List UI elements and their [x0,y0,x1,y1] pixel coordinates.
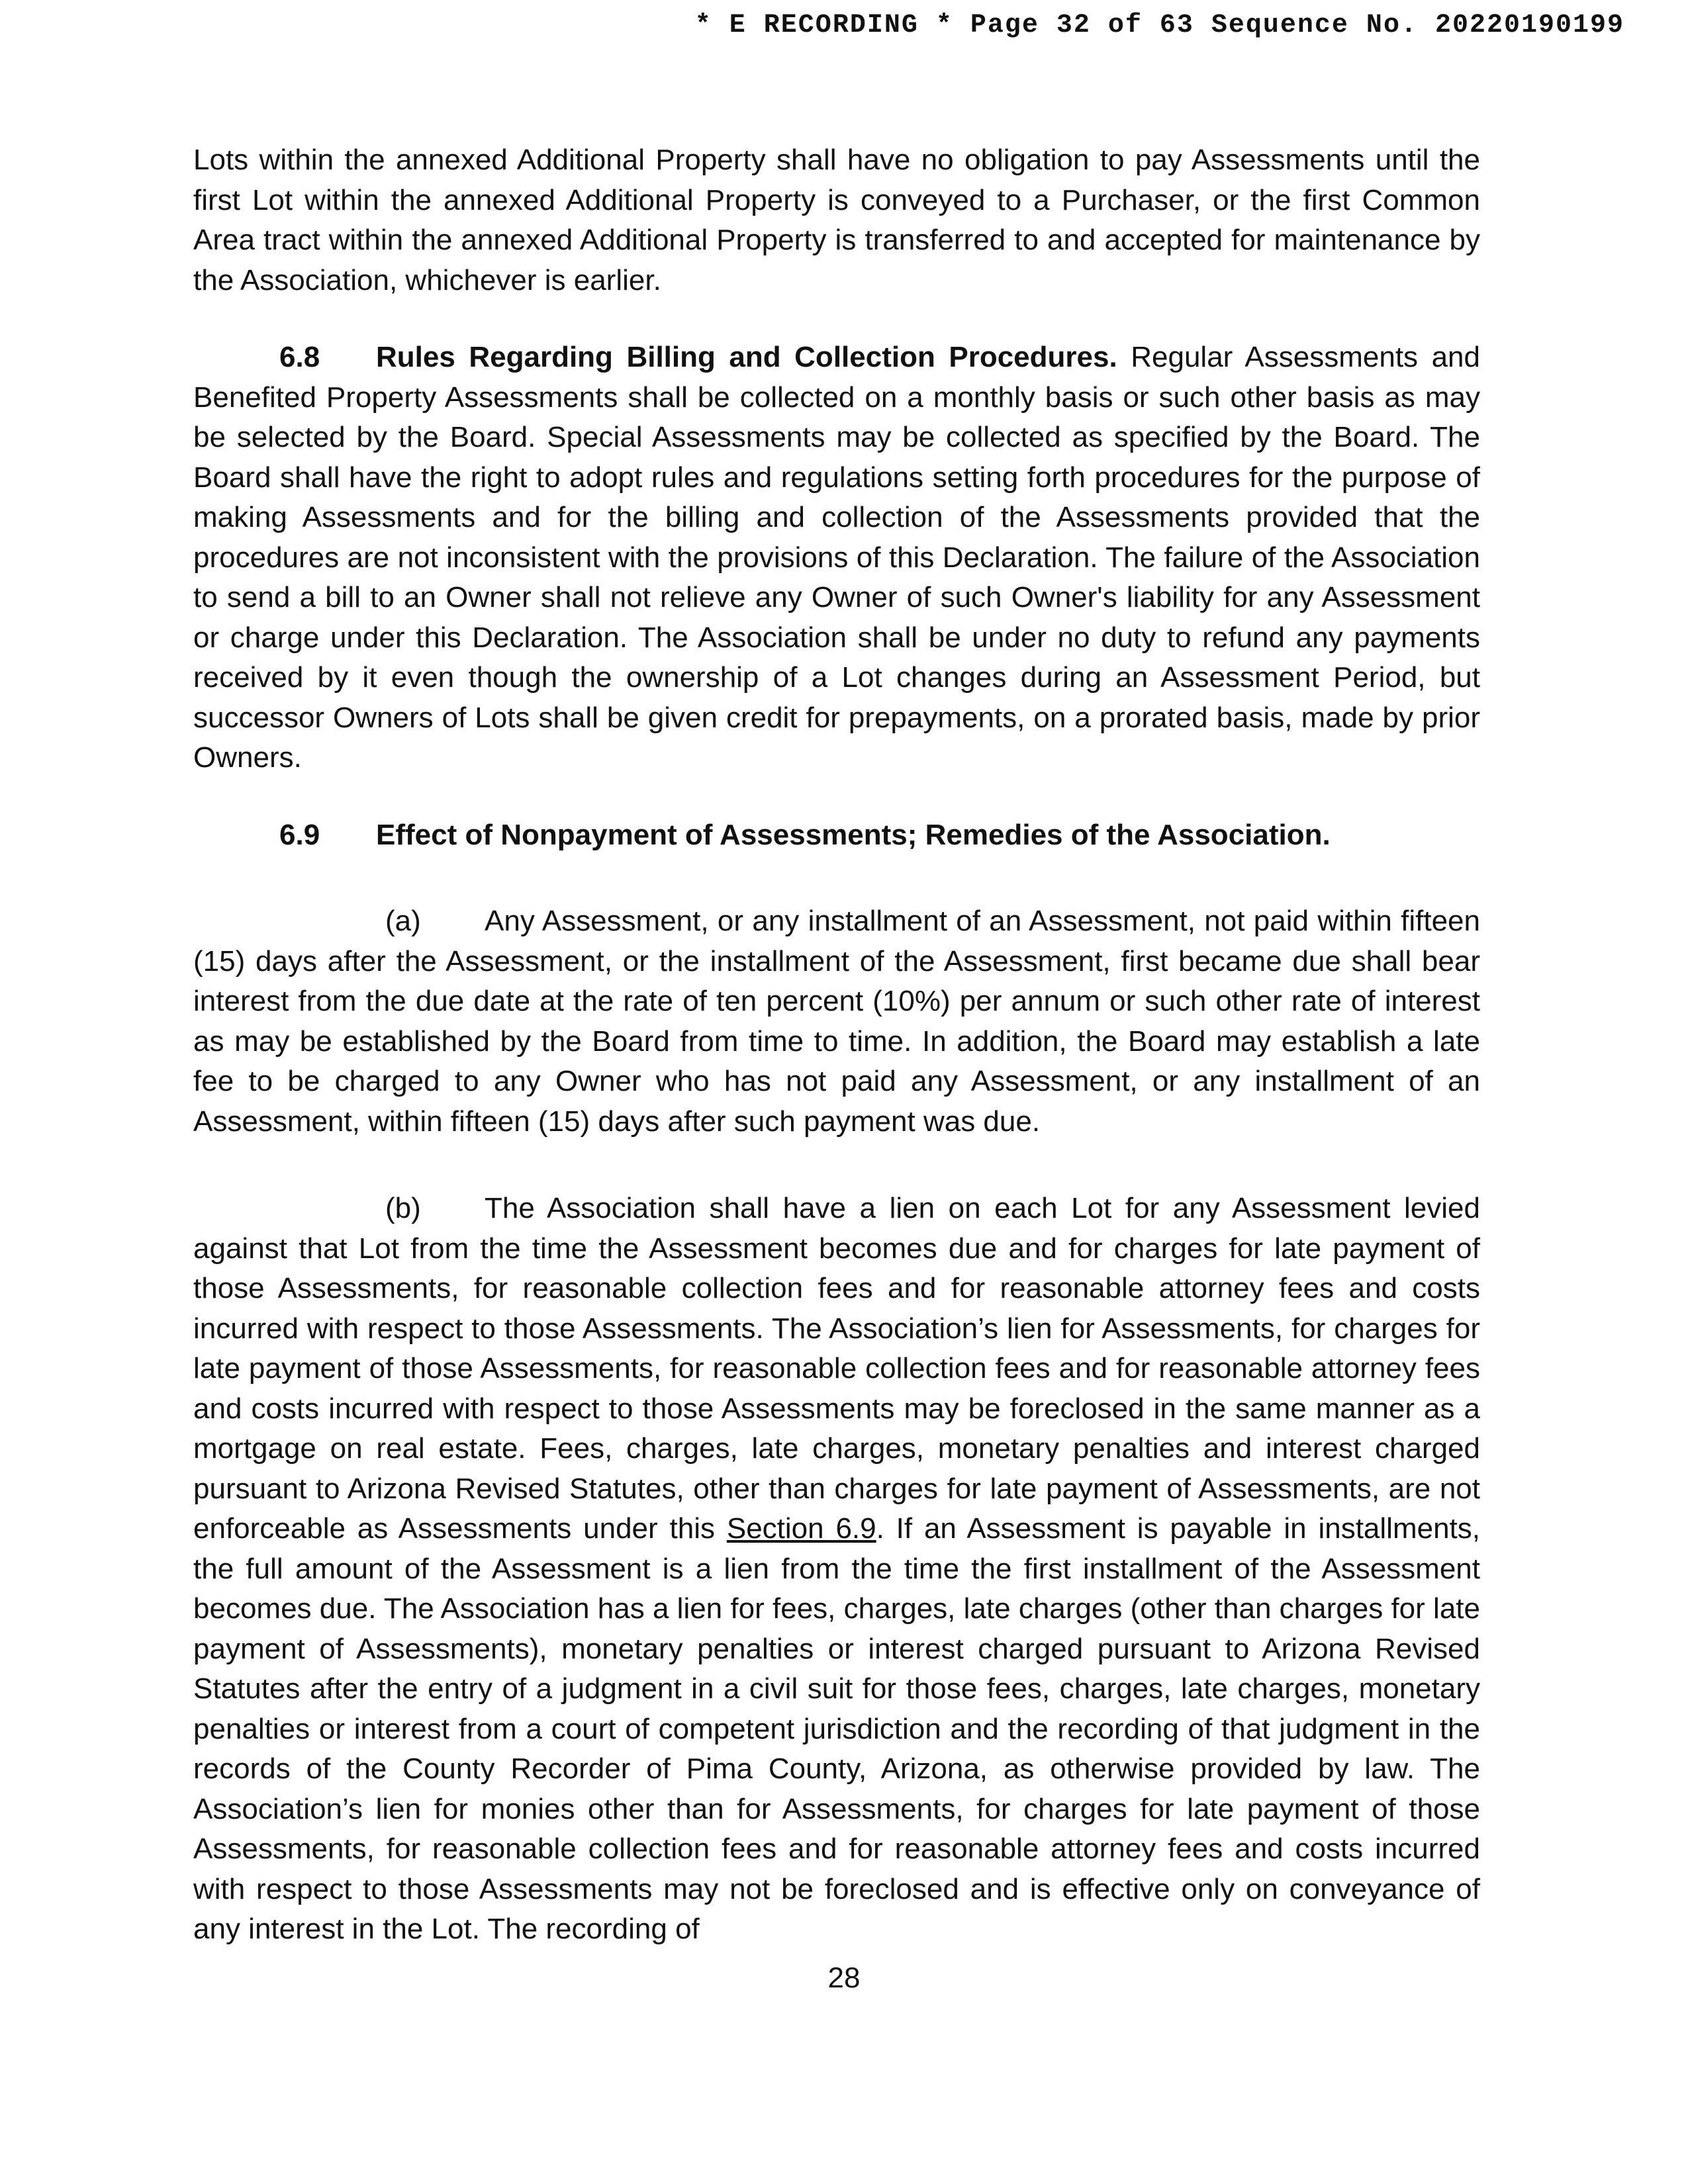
section-6-8 [193,338,1480,778]
subsection-b-text-part2: . If an Assessment is payable in installments, the full amount of the Assessment is a lien from the time the first installment of the Assessment becomes due. The Association has a lien for fees, charges, late charges (other than charges for late payment of Assessments), monetary penalties or interest charged pursuant to Arizona Revised Statutes after the entry of a judgment in a civil suit for those fees, charges, late charges, monetary penalties or interest from a court of competent jurisdiction and the recording of that judgment in the records of the County Recorder of Pima County, Arizona, as otherwise provided by law. The Association’s lien for monies other than for Assessments, for charges for late payment of those Assessments, for reasonable collection fees and for reasonable attorney fees and costs incurred with respect to those Assessments may not be foreclosed and is effective only on conveyance of any interest in the Lot. The recording of [193,1512,1480,1945]
section-6-9-b-paragraph [193,1189,1480,1950]
intro-paragraph-text: Lots within the annexed Additional Property shall have no obligation to pay Assessments until the first Lot within the annexed Additional Property is conveyed to a Purchaser, or the first Common Area tract within the annexed Additional Property is transferred to and accepted for maintenance by the Association, whichever is earlier. [193,144,1480,296]
section-6-9-heading [193,815,1480,856]
intro-paragraph [193,140,1480,300]
section-6-8-number: 6.8 [279,341,320,373]
section-6-9-a [193,901,1480,1142]
subsection-a-label: (a) [385,905,421,937]
page-number: 28 [827,1962,861,1994]
section-6-9-a-paragraph [193,901,1480,1142]
subsection-b-label: (b) [385,1192,421,1224]
section-6-8-text: Regular Assessments and Benefited Property Assessments shall be collected on a monthly basis or such other basis as may be selected by the Board. Special Assessments may be collected as specified by the Board. The Board shall have the right to adopt rules and regulations setting forth procedures for the purpose of making Assessments and for the billing and collection of the Assessments provided that the procedures are not inconsistent with the provisions of this Declaration. The failure of the Association to send a bill to an Owner shall not relieve any Owner of such Owner's liability for any Assessment or charge under this Declaration. The Association shall be under no duty to refund any payments received by it even though the ownership of a Lot changes during an Assessment Period, but successor Owners of Lots shall be given credit for prepayments, on a prorated basis, made by prior Owners. [193,341,1480,774]
subsection-b-text-part1: The Association shall have a lien on each Lot for any Assessment levied against that Lot from the time the Assessment becomes due and for charges for late payment of those Assessments, for reasonable collection fees and for reasonable attorney fees and costs incurred with respect to those Assessments. The Association’s lien for Assessments, for charges for late payment of those Assessments, for reasonable collection fees and for reasonable attorney fees and costs incurred with respect to those Assessments may be foreclosed in the same manner as a mortgage on real estate. Fees, charges, late charges, monetary penalties and interest charged pursuant to Arizona Revised Statutes, other than charges for late payment of Assessments, are not enforceable as Assessments under this [193,1192,1480,1545]
section-6-9-title: Effect of Nonpayment of Assessments; Remedies of the Association. [376,819,1331,851]
section-6-9-heading-line [193,815,1480,856]
section-6-8-title: Rules Regarding Billing and Collection Procedures. [376,341,1117,373]
subsection-a-text: Any Assessment, or any installment of an Assessment, not paid within fifteen (15) days after the Assessment, or the installment of the Assessment, first became due shall bear interest from the due date at the rate of ten percent (10%) per annum or such other rate of interest as may be established by the Board from time to time. In addition, the Board may establish a late fee to be charged to any Owner who has not paid any Assessment, or any installment of an Assessment, within fifteen (15) days after such payment was due. [193,905,1480,1138]
section-6-9-reference: Section 6.9 [726,1512,876,1545]
recording-stamp: * E RECORDING * Page 32 of 63 Sequence No. 20220190199 [694,11,1624,40]
section-6-8-paragraph [193,338,1480,778]
section-6-9-number: 6.9 [279,819,320,851]
section-6-9-b [193,1189,1480,1950]
